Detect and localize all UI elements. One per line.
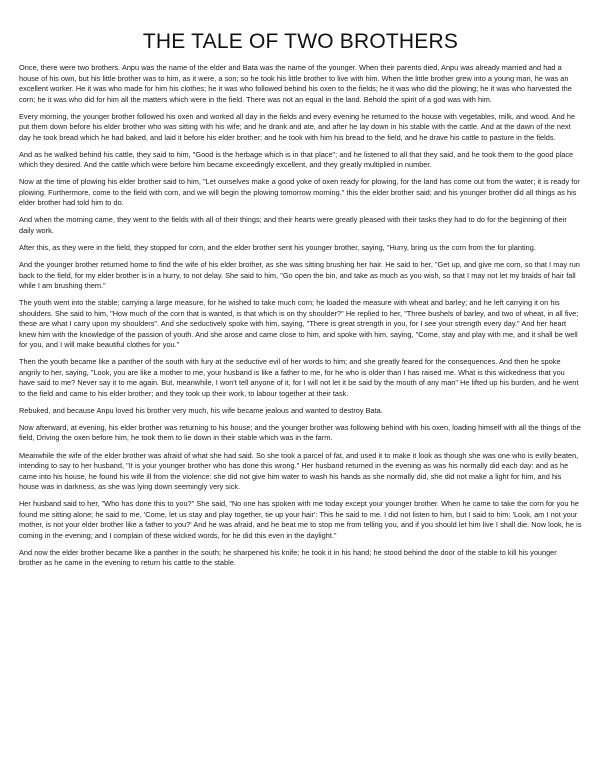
paragraph: Now afterward, at evening, his elder brother was returning to his house; and the younger brother was following behind with his oxen, loading himself with all the things of the field, Driving the oxen before him, he took them to lie down in their stable which was in the farm. [19, 422, 581, 443]
paragraph: And the younger brother returned home to find the wife of his elder brother, as she was sitting brushing her hair. He said to her, "Get up, and give me corn, so that I may run back to the field, for my elder brother is in a hurry, to not delay. She said to him, "Go open the bin, and take as much as you wish, so that I may not let my braids of hair fall while I am brushing them." [19, 260, 580, 291]
paragraph: Meanwhile the wife of the elder brother was afraid of what she had said. So she took a parcel of fat, and used it to make it look as though she was one who is evilly beaten, intending to say to her husband, "It is your younger brother who has done this wrong." Her husband returned in the evening as was his normally did each day: and as he came into his house, he found his wife ill from the violence: she did not give him water to wash his hands as she normally did, she did not make a light for him, and his house was in darkness, as she was lying down seemingly very sick. [19, 450, 579, 492]
paragraph: Then the youth became like a panther of the south with fury at the seductive evil of her words to him; and she greatly feared for the consequences. And then he spoke angrily to her, saying, "Look, you are like a mother to me, your husband is like a father to me, for he who is older than I has raised me. What is this wickedness that you have said to me? Never say it to me again. But, meanwhile, I won't tell anyone of it, for I will not let it be said by the mouth of any man" He lifted up his burden, and he went to the field and came to his elder brother; and they took up their work, to labour together at their task. [19, 357, 579, 398]
paragraph: After this, as they were in the field, they stopped for corn, and the elder brother sent his younger brother, saying, "Hurry, bring us the corn from the for planting. [19, 242, 536, 252]
paragraph: Every morning, the younger brother followed his oxen and worked all day in the fields and every evening he returned to the house with vegetables, milk, and wood. And he put them down before his elder brother who was sitting with his wife; and he drank and ate, and after he lay down in his stable with the cattle. And at the dawn of the next day he took bread which he had baked, and laid it before his elder brother; and he took with him his bread to the field, and he drave his cattle to pasture in the fields. [19, 111, 576, 142]
paragraph: And now the elder brother became like a panther in the south; he sharpened his knife; he took it in his hand; he stood behind the door of the stable to kill his younger brother as he came in the evening to return his cattle to the stable. [19, 547, 557, 568]
paragraph: Once, there were two brothers. Anpu was the name of the elder and Bata was the name of the younger. When their parents died, Anpu was already married and had a house of his own, but his little brother was to him, as it were, a son; so he took his little brother to live with him. When the little brother grew into a young man, he was an excellent worker. He it was who made for him his clothes; he it was who followed behind his oxen to the fields; he it was who did the plowing; he it was who harvested the corn; he it was who did for him all the matters which were in the field. There was not an equal in the land. Behold the spirit of a god was with him. [19, 63, 572, 104]
paragraph: Her husband said to her, "Who has done this to you?" She said, "No one has spoken with me today except your younger brother. When he came to take the corn for you he found me sitting alone; he said to me, 'Come, let us stay and play together, tie up your hair': This he said to me. I did not listen to him, but I said to him: 'Look, am I not your mother, is not your elder brother like a father to you?' And he was afraid, and he beat me to stop me from telling you, and if you should let him live I shall die. Now look, he is coming in the evening; and I complain of these wicked words, for he did this even in the daylight." [19, 499, 582, 540]
paragraph: And as he walked behind his cattle, they said to him, "Good is the herbage which is in that place"; and he listened to all that they said, and he took them to the good place which they desired. And the cattle which were before him became exceedingly excellent, and they greatly multiplied in number. [19, 149, 574, 170]
paragraph: The youth went into the stable; carrying a large measure, for he wished to take much corn; he loaded the measure with wheat and barley; and he left carrying it on his shoulders. She said to him, "How much of the corn that is wanted, is that which is on thy shoulder?" He replied to her, "Three bushels of barley, and two of wheat, in all five; these are what I carry upon my shoulders". And she seductively spoke with him, saying, "There is great strength in you, for I see your strength every day." And her heart knew him with the knowledge of the passion of youth. And she arose and came close to him, and spoke with him, saying, "Come, stay and play with me, and it shall be well for you, and I will make beautiful clothes for you." [19, 298, 579, 350]
paragraph: And when the morning came, they went to the fields with all of their things; and their hearts were greatly pleased with their tasks they had to do for the beginning of their daily work. [19, 215, 567, 235]
paragraph: Now at the time of plowing his elder brother said to him, "Let ourselves make a good yoke of oxen ready for plowing, for the land has come out from the water; it is ready for plowing. Furthermore, come to the field with corn, and we will begin the plowing tomorrow morning." this the elder brother said; and his younger brother did all things as his elder brother had told him to do. [19, 177, 580, 208]
paragraph: Rebuked, and because Anpu loved his brother very much, his wife became jealous and wanted to destroy Bata. [19, 405, 383, 415]
document-title: THE TALE OF TWO BROTHERS [142, 30, 459, 53]
